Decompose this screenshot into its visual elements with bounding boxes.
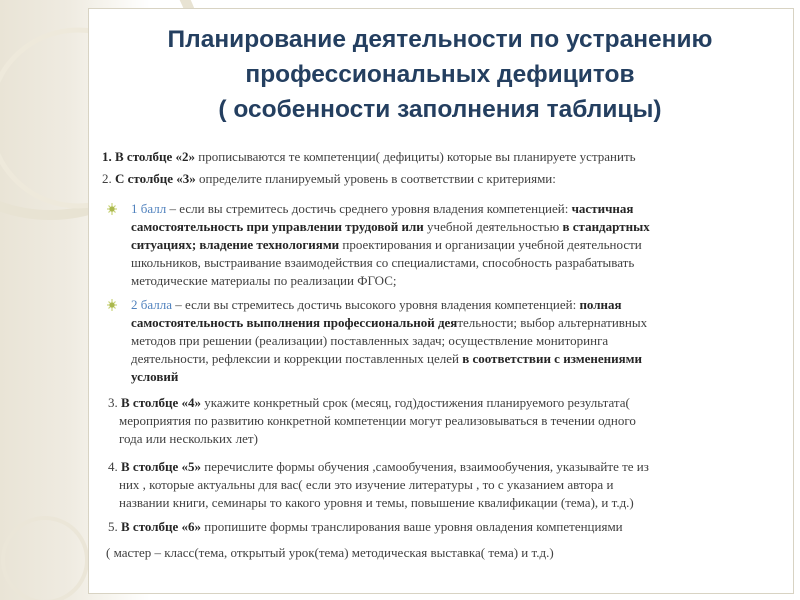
- item-5-line: 5. В столбце «6» пропишите формы транслирования ваше уровня овладения компетенциями: [108, 519, 623, 534]
- score-2-label: 2 балла: [131, 297, 172, 312]
- column-4-label: В столбце «4»: [121, 395, 202, 410]
- item-4-line-2: них , которые актуальны для вас( если это изучение литературы , то с указанием автора и: [119, 477, 614, 492]
- column-2-label: 1. В столбце «2»: [102, 149, 196, 164]
- item-6-line: ( мастер – класс(тема, открытый урок(тема) методическая выставка( тема) и т.д.): [106, 545, 554, 560]
- column-3-label: С столбце «3»: [115, 171, 196, 186]
- item-3-line-1: 3. В столбце «4» укажите конкретный срок (месяц, год)достижения планируемого результата(: [108, 395, 630, 410]
- sun-bullet-icon: [107, 202, 117, 216]
- item-4-line-1: 4. В столбце «5» перечислите формы обучения ,самообучения, взаимообучения, указывайте те из: [108, 459, 649, 474]
- score-1-label: 1 балл: [131, 201, 167, 216]
- bullet-1-line-2: самостоятельность при управлении трудовой или учебной деятельностью в стандартных: [131, 219, 650, 234]
- instruction-line-1: 1. В столбце «2» прописываются те компетенции( дефициты) которые вы планируете устранить: [102, 149, 636, 164]
- bullet-2-line-5: условий: [131, 369, 179, 384]
- ring-bottom: [3, 518, 87, 600]
- item-4-line-3: названии книги, семинары то какого уровня и темы, повышение квалификации (тема), и т.д.): [119, 495, 634, 510]
- item-3-line-2: мероприятия по развитию конкретной компетенции могут реализовываться в течении одного: [119, 413, 636, 428]
- sun-bullet-icon: [107, 298, 117, 312]
- bullet-1-line-1: 1 балл – если вы стремитесь достичь среднего уровня владения компетенцией: частичная: [131, 201, 634, 216]
- bullet-1-line-3: ситуациях; владение технологиями проектирования и организации учебной деятельности: [131, 237, 642, 252]
- bullet-2-line-3: методов при решении (реализации) поставленных задач; осуществление мониторинга: [131, 333, 609, 348]
- title-line-3: ( особенности заполнения таблицы): [218, 96, 662, 123]
- bullet-2-line-1: 2 балла – если вы стремитесь достичь высокого уровня владения компетенцией: полная: [131, 297, 622, 312]
- instruction-line-2: 2. С столбце «3» определите планируемый уровень в соответствии с критериями:: [102, 171, 556, 186]
- bullet-2-line-4: деятельности, рефлексии и коррекции поставленных целей в соответствии с изменениями: [131, 351, 642, 366]
- item-3-line-3: года или нескольких лет): [119, 431, 258, 446]
- bullet-2-line-2: самостоятельность выполнения профессиональной деятельности; выбор альтернативных: [131, 315, 648, 330]
- column-5-label: В столбце «5»: [121, 459, 202, 474]
- title-line-1: Планирование деятельности по устранению: [167, 26, 713, 53]
- title-line-2: профессиональных дефицитов: [245, 61, 635, 88]
- bullet-1-line-4: школьников, выстраивание взаимодействия со специалистами, способность разрабатывать: [131, 255, 635, 270]
- bullet-1-line-5: методические материалы по реализации ФГОС;: [131, 273, 397, 288]
- column-6-label: В столбце «6»: [121, 519, 202, 534]
- slide-title: [94, 22, 786, 127]
